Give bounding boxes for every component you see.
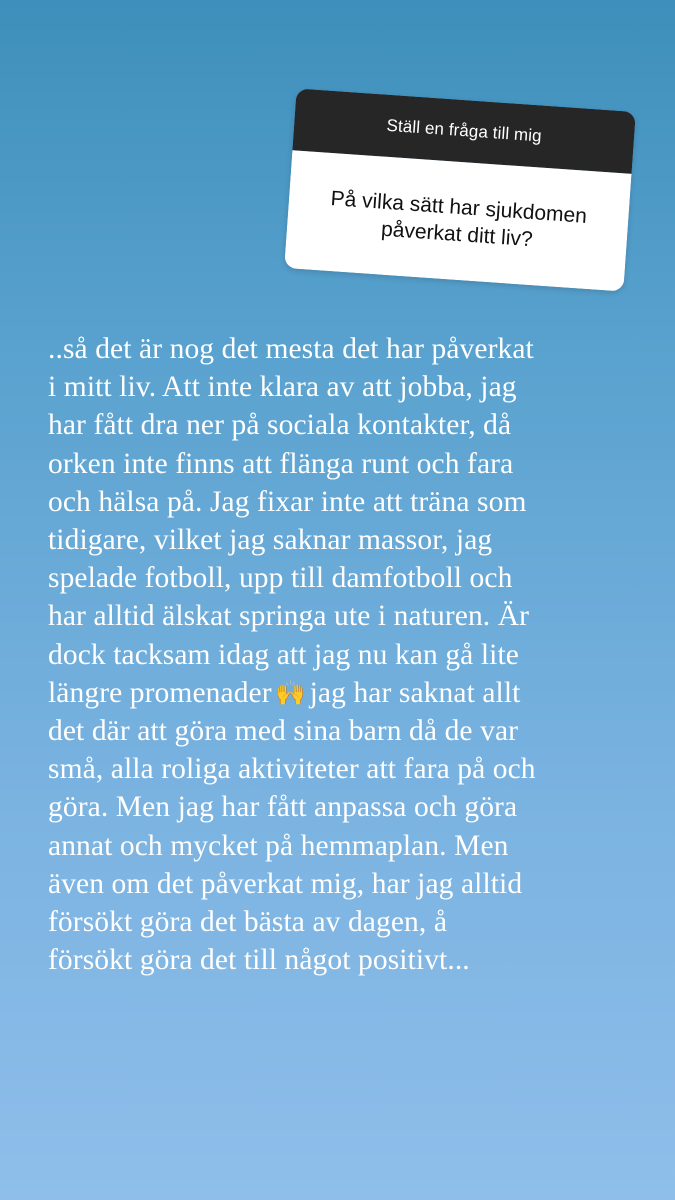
- sticker-question: På vilka sätt har sjukdomen påverkat ditt liv?: [284, 150, 631, 291]
- story-line: har fått dra ner på sociala kontakter, då: [48, 409, 512, 442]
- question-sticker[interactable]: [284, 88, 636, 291]
- story-line: tidigare, vilket jag saknar massor, jag: [48, 524, 493, 557]
- story-line: ..så det är nog det mesta det har påverkat: [48, 333, 534, 365]
- story-line: annat och mycket på hemmaplan. Men: [48, 829, 509, 862]
- raising-hands-emoji-icon: 🙌: [275, 678, 306, 707]
- story-line: dock tacksam idag att jag nu kan gå lite: [48, 638, 519, 671]
- story-line: försökt göra det bästa av dagen, å: [48, 906, 448, 939]
- story-line-with-emoji: [48, 674, 648, 712]
- story-line-end: jag har saknat allt: [309, 676, 521, 709]
- story-line: försökt göra det till något positivt...: [48, 944, 470, 977]
- story-line: små, alla roliga aktiviteter att fara på och: [48, 753, 536, 786]
- story-line-start: längre promenader: [48, 676, 272, 709]
- sticker-header: Ställ en fråga till mig: [292, 88, 635, 174]
- story-line: spelade fotboll, upp till damfotboll och: [48, 562, 513, 595]
- story-line: göra. Men jag har fått anpassa och göra: [48, 791, 518, 824]
- story-line: och hälsa på. Jag fixar inte att träna som: [48, 485, 527, 518]
- story-line: även om det påverkat mig, har jag alltid: [48, 867, 523, 900]
- story-line: orken inte finns att flänga runt och fara: [48, 447, 514, 480]
- story-line: det där att göra med sina barn då de var: [48, 715, 519, 748]
- story-text: [48, 330, 648, 979]
- story-line: har alltid älskat springa ute i naturen. Är: [48, 600, 530, 633]
- story-line: i mitt liv. Att inte klara av att jobba, jag: [48, 371, 517, 404]
